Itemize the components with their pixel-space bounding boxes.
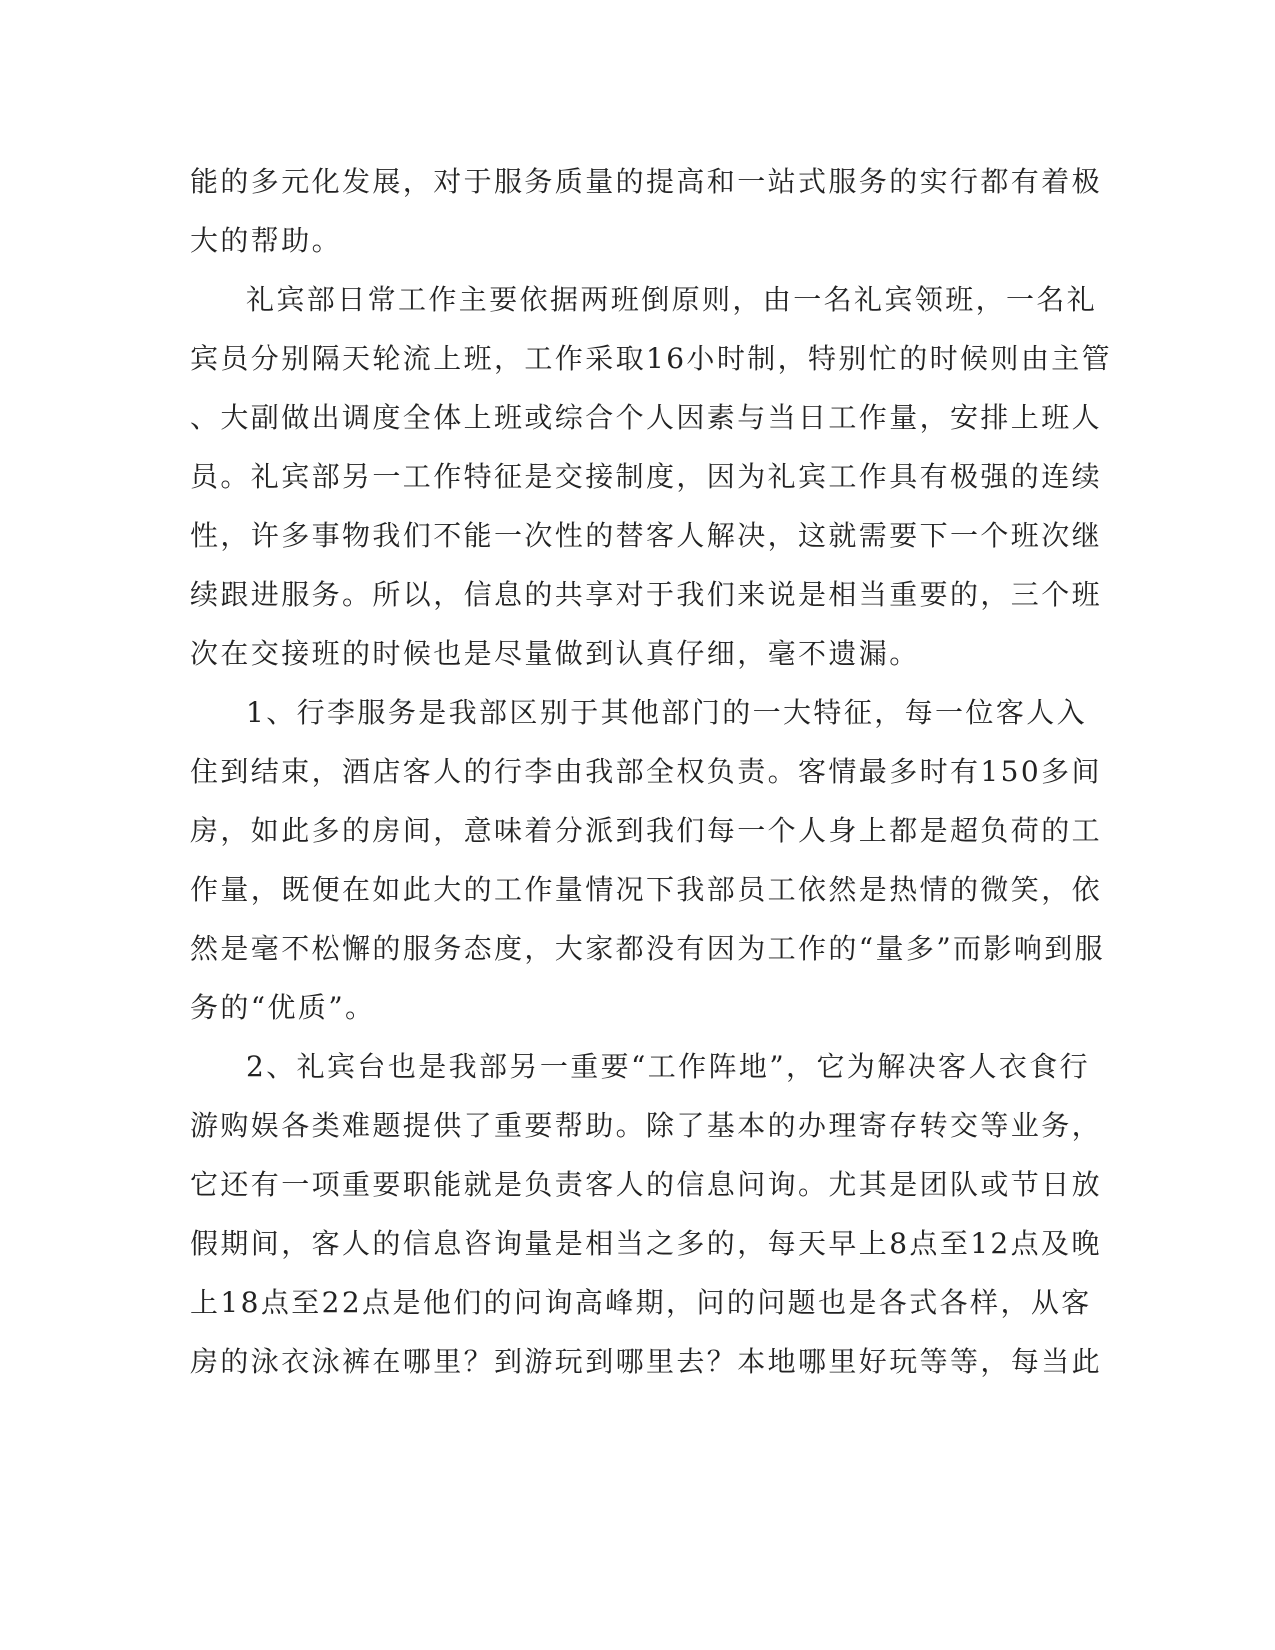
text-line: 员。礼宾部另一工作特征是交接制度，因为礼宾工作具有极强的连续 xyxy=(190,460,1103,493)
text-line: 上18点至22点是他们的问询高峰期，问的问题也是各式各样，从客 xyxy=(190,1286,1092,1319)
text-line: 、大副做出调度全体上班或综合个人因素与当日工作量，安排上班人 xyxy=(190,401,1103,434)
text-line: 作量，既便在如此大的工作量情况下我部员工依然是热情的微笑，依 xyxy=(190,873,1103,906)
text-line: 然是毫不松懈的服务态度，大家都没有因为工作的“量多”而影响到服 xyxy=(190,932,1106,965)
text-line: 能的多元化发展，对于服务质量的提高和一站式服务的实行都有着极 xyxy=(190,165,1103,198)
text-line: 宾员分别隔天轮流上班，工作采取16小时制，特别忙的时候则由主管 xyxy=(190,342,1113,375)
paragraph-start-line: 2、礼宾台也是我部另一重要“工作阵地”，它为解决客人衣食行 xyxy=(246,1050,1091,1083)
text-line: 它还有一项重要职能就是负责客人的信息问询。尤其是团队或节日放 xyxy=(190,1168,1103,1201)
text-line: 务的“优质”。 xyxy=(190,991,376,1024)
text-line: 住到结束，酒店客人的行李由我部全权负责。客情最多时有150多间 xyxy=(190,755,1102,788)
paragraph-start-line: 1、行李服务是我部区别于其他部门的一大特征，每一位客人入 xyxy=(246,696,1088,729)
text-line: 房的泳衣泳裤在哪里？到游玩到哪里去？本地哪里好玩等等，每当此 xyxy=(190,1345,1103,1378)
text-line: 次在交接班的时候也是尽量做到认真仔细，毫不遗漏。 xyxy=(190,637,920,670)
text-line: 性，许多事物我们不能一次性的替客人解决，这就需要下一个班次继 xyxy=(190,519,1103,552)
text-line: 大的帮助。 xyxy=(190,224,343,257)
text-line: 房，如此多的房间，意味着分派到我们每一个人身上都是超负荷的工 xyxy=(190,814,1103,847)
paragraph-start-line: 礼宾部日常工作主要依据两班倒原则，由一名礼宾领班，一名礼 xyxy=(246,283,1098,316)
text-line: 续跟进服务。所以，信息的共享对于我们来说是相当重要的，三个班 xyxy=(190,578,1103,611)
text-line: 假期间，客人的信息咨询量是相当之多的，每天早上8点至12点及晚 xyxy=(190,1227,1102,1260)
text-line: 游购娱各类难题提供了重要帮助。除了基本的办理寄存转交等业务， xyxy=(190,1109,1103,1142)
